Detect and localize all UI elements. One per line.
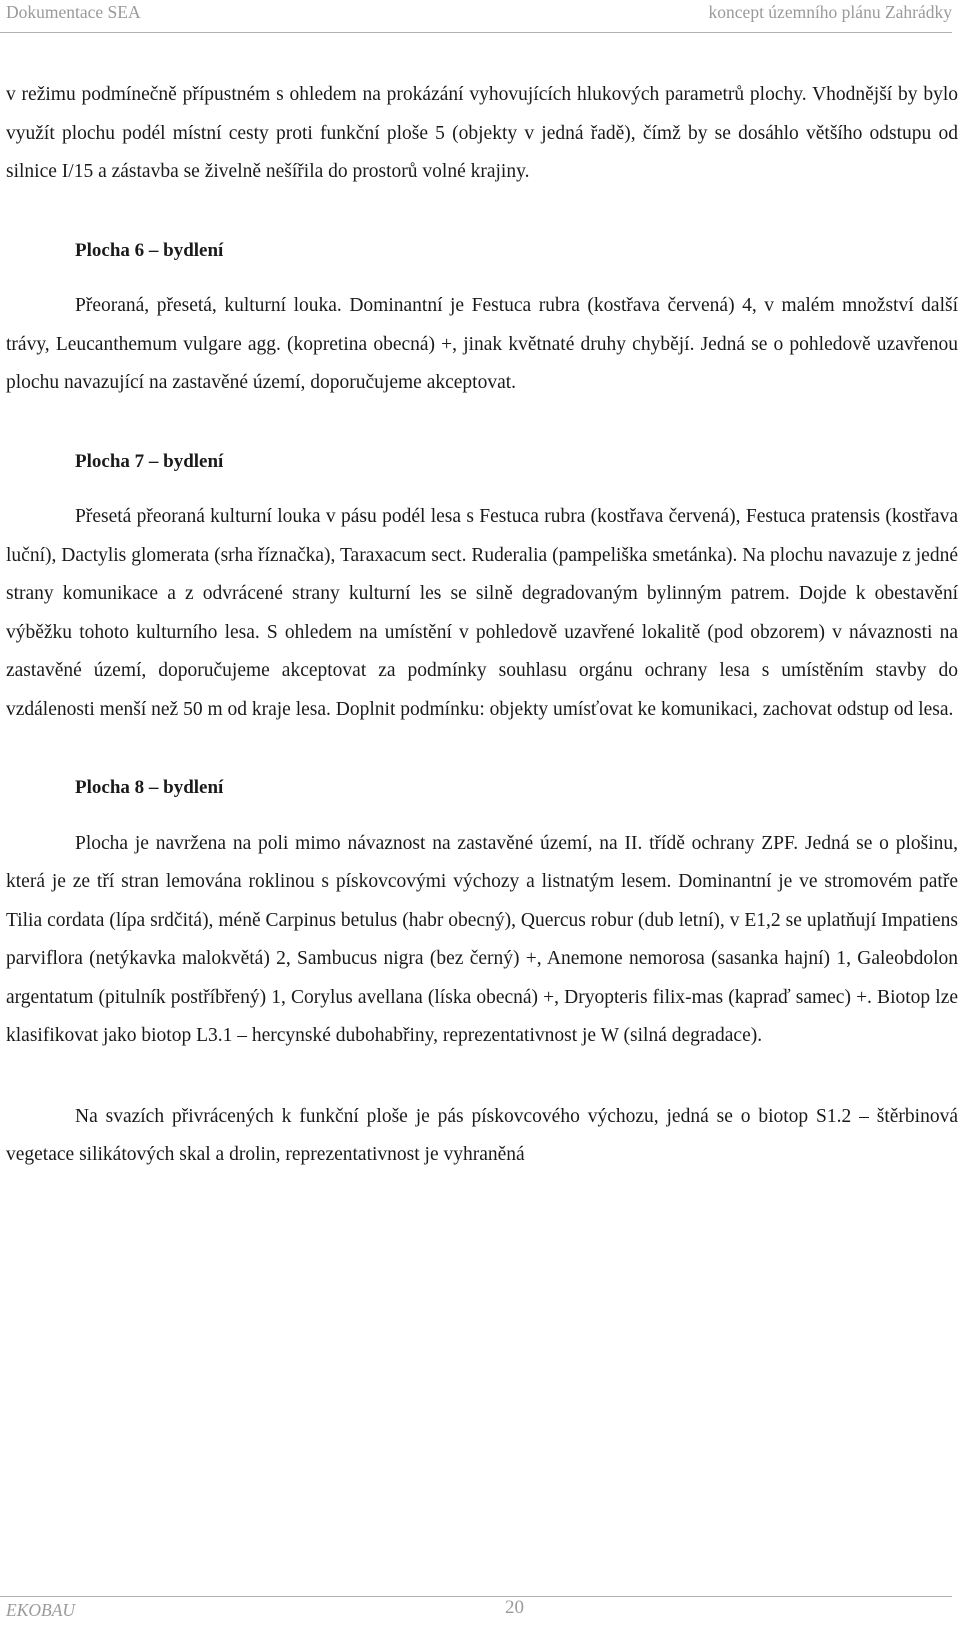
page-header [0,0,960,36]
paragraph-plocha-8: Plocha je navržena na poli mimo návaznost na zastavěné území, na II. třídě ochrany ZPF. Jedná se o plošinu, která je ze tří stran lemována roklinou s pískovcovými výchozy a listnatým lesem. Dominantní je ve stromovém patře Tilia cordata (lípa srdčitá), méně Carpinus betulus (habr obecný), Quercus robur (dub letní), v E1,2 se uplatňují Impatiens parviflora (netýkavka malokvětá) 2, Sambucus nigra (bez černý) +, Anemone nemorosa (sasanka hajní) 1, Galeobdolon argentatum (pitulník postříbřený) 1, Corylus avellana (líska obecná) +, Dryopteris filix-mas (kapraď samec) +. Biotop lze klasifikovat jako biotop L3.1 – hercynské dubohabřiny, reprezentativnost je W (silná degradace). [6,832,958,1046]
header-divider [0,32,952,33]
footer-company: EKOBAU [6,1600,76,1620]
heading-plocha-7: Plocha 7 – bydlení [75,450,224,472]
footer-divider [0,1596,952,1597]
page-footer [0,1596,960,1634]
page-body [6,76,958,1175]
intro-paragraph: v režimu podmínečně přípustném s ohledem na prokázání vyhovujících hlukových parametrů plochy. Vhodnější by bylo využít plochu podél místní cesty proti funkční ploše 5 (objekty v jedná řadě), čímž by se dosáhlo většího odstupu od silnice I/15 a zástavba se živelně nešířila do prostorů volné krajiny. [6,84,958,182]
header-document-title: Dokumentace SEA [6,2,141,22]
heading-plocha-6: Plocha 6 – bydlení [75,239,224,261]
paragraph-plocha-8-continued: Na svazích přivrácených k funkční ploše je pás pískovcového výchozu, jedná se o biotop S1.2 – štěrbinová vegetace silikátových skal a drolin, reprezentativnost je vyhraněná [6,1105,958,1165]
heading-plocha-8: Plocha 8 – bydlení [75,777,224,798]
header-project-title: koncept územního plánu Zahrádky [708,2,952,22]
paragraph-plocha-6: Přeoraná, přesetá, kulturní louka. Dominantní je Festuca rubra (kostřava červená) 4, v malém množství další trávy, Leucanthemum vulgare agg. (kopretina obecná) +, jinak květnaté druhy chybějí. Jedná se o pohledově uzavřenou plochu navazující na zastavěné území, doporučujeme akceptovat. [6,295,958,393]
paragraph-plocha-7: Přesetá přeoraná kulturní louka v pásu podél lesa s Festuca rubra (kostřava červená), Festuca pratensis (kostřava luční), Dactylis glomerata (srha říznačka), Taraxacum sect. Ruderalia (pampeliška smetánka). Na plochu navazuje z jedné strany komunikace a z odvrácené strany kulturní les se silně degradovaným bylinným patrem. Dojde k obestavění výběžku tohoto kulturního lesa. S ohledem na umístění v pohledově uzavřené lokalitě (pod obzorem) v návaznosti na zastavěné území, doporučujeme akceptovat za podmínky souhlasu orgánu ochrany lesa s umístěním stavby do vzdálenosti menší než 50 m od kraje lesa. Doplnit podmínku: objekty umísťovat ke komunikaci, zachovat odstup od lesa. [6,506,958,720]
page-number: 20 [505,1597,524,1618]
